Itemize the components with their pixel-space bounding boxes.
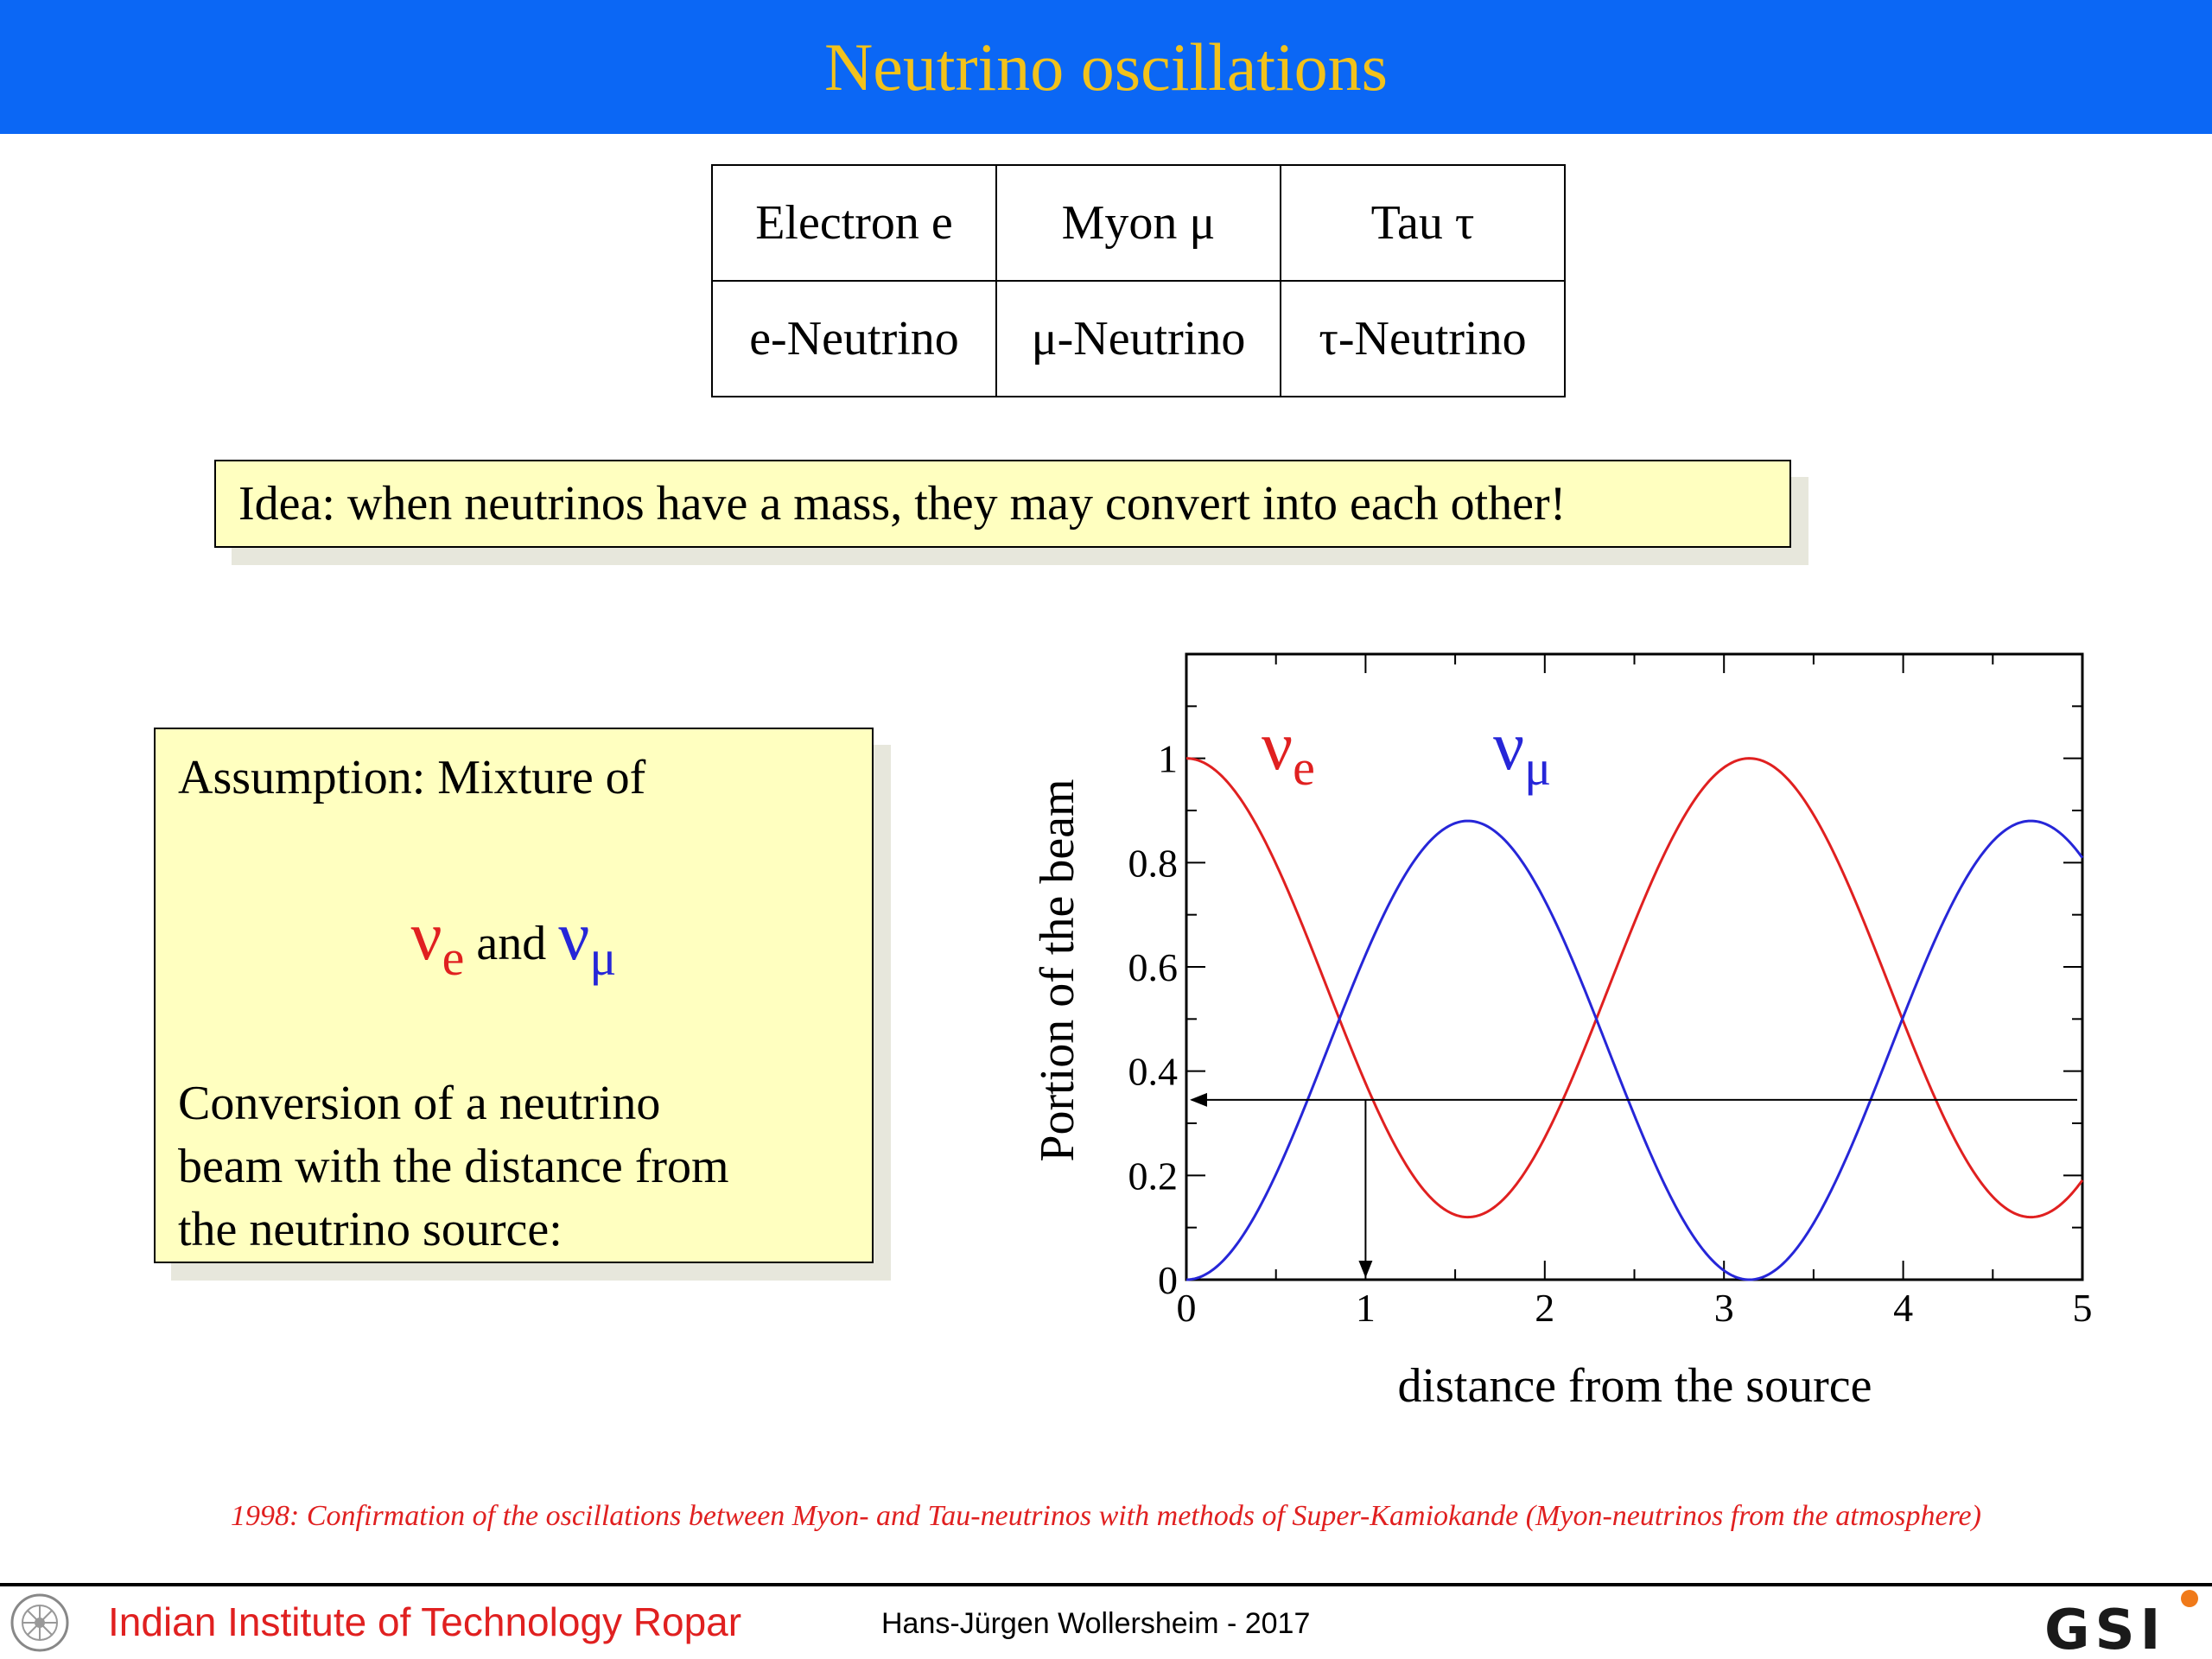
- oscillation-chart: [1020, 639, 2108, 1452]
- nu-mu-subscript: μ: [589, 929, 617, 986]
- arrowhead-left: [1190, 1093, 1207, 1107]
- legend-nu-mu-sub: μ: [1524, 740, 1552, 796]
- y-tick-label: 0.8: [1128, 841, 1178, 886]
- gsi-logo-text: GSI: [2044, 1599, 2166, 1654]
- nu-e-subscript: e: [442, 929, 465, 986]
- x-axis-label: distance from the source: [1397, 1359, 1872, 1413]
- assumption-box: [154, 728, 874, 1263]
- title-bar: [0, 0, 2212, 134]
- nu-e-symbol: [410, 898, 465, 986]
- y-tick-label: 0: [1158, 1258, 1178, 1302]
- legend-nu-e: [1262, 709, 1315, 796]
- x-tick-label: 3: [1713, 1286, 1734, 1330]
- axis-ticks: [1186, 654, 2082, 1280]
- legend-nu-e-main: ν: [1262, 709, 1294, 785]
- nu-glyph: ν: [410, 898, 442, 975]
- and-text: and: [476, 916, 547, 970]
- conversion-line-3: the neutrino source:: [178, 1202, 563, 1256]
- x-tick-label: 5: [2072, 1286, 2093, 1330]
- table-cell: μ-Neutrino: [996, 281, 1281, 397]
- x-tick-labels: [1177, 1286, 2093, 1330]
- y-tick-label: 0.2: [1128, 1154, 1178, 1198]
- gsi-logo-icon: [2044, 1588, 2200, 1654]
- legend-nu-mu-main: ν: [1493, 709, 1525, 785]
- y-axis-label: Portion of the beam: [1031, 779, 1084, 1162]
- footer-author: Hans-Jürgen Wollersheim - 2017: [881, 1607, 1311, 1640]
- table-row: [712, 281, 1565, 397]
- x-tick-label: 4: [1893, 1286, 1914, 1330]
- legend-nu-mu: [1493, 709, 1551, 796]
- iit-ropar-logo-icon: [9, 1592, 71, 1654]
- assumption-heading: Assumption: Mixture of: [178, 751, 646, 804]
- page-title: Neutrino oscillations: [823, 29, 1389, 105]
- nu-glyph: ν: [558, 898, 590, 975]
- conversion-line-1: Conversion of a neutrino: [178, 1077, 661, 1131]
- footer-institution: Indian Institute of Technology Ropar: [108, 1599, 742, 1644]
- idea-box: [214, 460, 1791, 548]
- legend-nu-e-sub: e: [1293, 740, 1315, 796]
- table-row: [712, 165, 1565, 281]
- table-cell: e-Neutrino: [712, 281, 996, 397]
- idea-text: Idea: when neutrinos have a mass, they may convert into each other!: [238, 477, 1567, 531]
- arrowhead-down: [1358, 1261, 1372, 1278]
- table-cell: Myon μ: [996, 165, 1281, 281]
- table-cell: τ-Neutrino: [1281, 281, 1565, 397]
- lepton-table: [711, 164, 1566, 397]
- footer-divider: [0, 1583, 2212, 1586]
- table-cell: Tau τ: [1281, 165, 1565, 281]
- mixture-line: [178, 892, 849, 990]
- plot-frame: [1186, 654, 2082, 1280]
- series-line-nu-e: [1186, 759, 2082, 1217]
- nu-mu-symbol: [558, 898, 617, 986]
- y-tick-labels: [1128, 737, 1179, 1302]
- y-tick-label: 0.6: [1128, 945, 1178, 989]
- chart-svg: [1020, 639, 2108, 1452]
- footnote: 1998: Confirmation of the oscillations between Myon- and Tau-neutrinos with methods of Super-Kamiokande (Myon-neutrinos from the atmosphere): [231, 1500, 1981, 1532]
- conversion-line-2: beam with the distance from: [178, 1139, 729, 1193]
- x-tick-label: 0: [1176, 1286, 1197, 1330]
- table-cell: Electron e: [712, 165, 996, 281]
- y-tick-label: 0.4: [1128, 1049, 1178, 1094]
- series-line-nu-mu: [1186, 821, 2082, 1280]
- x-tick-label: 2: [1535, 1286, 1555, 1330]
- x-tick-label: 1: [1355, 1286, 1376, 1330]
- y-tick-label: 1: [1158, 736, 1178, 781]
